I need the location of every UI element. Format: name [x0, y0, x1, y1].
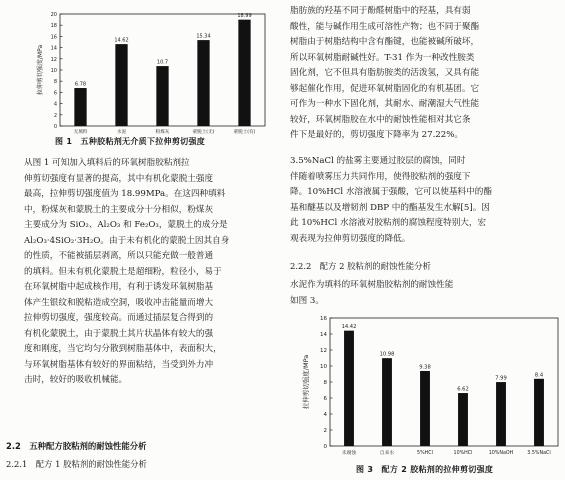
left-paragraph-line: 中，粉煤灰和蒙脱土的主要成分十分相似，粉煤灰: [24, 204, 214, 215]
right-mid-line: 此 10%HCl 水溶液对胶粘剂的腐蚀程度特别大，宏: [290, 218, 487, 228]
right-top-line: 件下是最好的，剪切强度下降率为 27.22%。: [290, 130, 464, 140]
right-mid-line: 降。10%HCl 水溶液属于强酸，它可以使基料中的酯: [290, 187, 492, 197]
y-tick-label: 12: [50, 56, 57, 63]
right-top-line: 所以环氧树脂耐碱性好。T-31 作为一种改性胺类: [290, 52, 475, 63]
y-tick-label: 14: [50, 45, 57, 52]
figure-3-chart: [290, 312, 560, 462]
y-tick-label: 4: [53, 101, 57, 108]
bar: [420, 371, 430, 446]
left-paragraph-line: 伸剪切强度有显著的提高，其中有机化蒙脱土强度: [24, 173, 214, 184]
right-top-line: 够起催化作用，促进环氧树脂固化的有机基团。它: [290, 83, 480, 94]
bar-value-label: 10.7: [156, 59, 169, 66]
left-paragraph-line: 主要成分为 SiO₂、Al₂O₃ 和 Fe₂O₃，蒙脱土的成分是: [24, 220, 228, 230]
bar-value-label: 7.99: [495, 375, 507, 382]
x-category-label: 3.5%NaCl: [527, 451, 551, 456]
bar-value-label: 15.34: [196, 33, 211, 40]
right-top-line: 脂肪族的羟基不同于酚醛树脂中的羟基，具有弱: [290, 6, 471, 16]
y-tick-label: 10: [50, 68, 57, 74]
x-category-label: 未腐蚀: [341, 451, 357, 456]
bar-value-label: 14.62: [114, 37, 129, 44]
x-category-label: 5%HCl: [417, 451, 433, 456]
y-tick-label: 2: [53, 112, 57, 119]
y-tick-label: 20: [50, 12, 57, 18]
fig3-intro-line: 水泥作为填料的环氧树脂胶粘剂的耐蚀性能: [290, 280, 454, 290]
x-category-label: 10%NaOH: [488, 451, 514, 456]
bar: [458, 393, 468, 446]
fig3-intro-paragraph: [290, 278, 558, 306]
right-top-paragraph: [290, 4, 558, 140]
y-tick-label: 0: [323, 444, 327, 450]
section-2-2-1-heading: 2.2.1 配方 1 胶粘剂的耐蚀性能分析: [6, 459, 147, 469]
bar: [74, 88, 86, 126]
bar: [156, 66, 168, 126]
y-tick-label: 8: [53, 79, 57, 86]
y-tick-label: 0: [53, 124, 57, 130]
x-category-label: 10%HCl: [453, 451, 473, 456]
bar: [238, 20, 250, 126]
x-category-label: 水泥: [116, 130, 127, 135]
bar: [382, 358, 392, 446]
y-axis-label: 拉伸剪切强度/MPa: [37, 44, 44, 96]
bar-value-label: 9.38: [419, 364, 431, 371]
y-tick-label: 6: [323, 396, 327, 402]
figure-1-caption: 图 1 五种胶粘剂无介质下拉伸剪切强度: [55, 137, 206, 146]
bar-value-label: 6.78: [74, 81, 87, 88]
x-category-label: 粉煤灰: [155, 130, 170, 135]
figure-1-chart: [28, 8, 268, 138]
y-tick-label: 8: [323, 380, 327, 386]
right-top-line: 固化剂，它不但具有脂肪胺类的活泼氢，又具有能: [290, 68, 480, 78]
right-mid-line: 基和醚基以及增韧剂 DBP 中的酯基发生水解[5]。因: [290, 202, 490, 213]
y-axis-label: 拉伸剪切强度/MPa: [302, 354, 310, 410]
bar: [115, 44, 127, 126]
left-paragraph-line: 在环氧树脂中起成核作用，有利于诱发环氧树脂基: [24, 282, 214, 292]
figure-3-caption: 图 3 配方 2 胶粘剂的拉伸剪切强度: [356, 465, 494, 474]
left-paragraph-line: 有机化蒙脱土，由于蒙脱土其片状晶体有较大的强: [24, 328, 214, 339]
bar: [197, 40, 209, 126]
left-paragraph-line: 的性质，不能被插层剥离，所以只能充做一般普通: [24, 251, 214, 261]
right-mid-line: 伴随着喷雾压力共同作用，使得胶粘剂的强度下: [290, 171, 471, 182]
right-mid-line: 观表现为拉伸剪切强度的降低。: [290, 233, 411, 244]
y-tick-label: 14: [320, 332, 327, 338]
bar-value-label: 10.98: [379, 351, 395, 358]
left-paragraph-line: 的填料。但未有机化蒙脱土是超细粉，粒径小，易于: [24, 266, 222, 277]
x-category-label: 蒙脱土(无): [192, 130, 215, 135]
y-tick-label: 16: [320, 316, 327, 322]
left-paragraph-line: 从图 1 可知加入填料后的环氧树脂胶粘剂拉: [24, 158, 190, 168]
bar-value-label: 6.62: [457, 386, 469, 393]
y-tick-label: 12: [320, 348, 327, 354]
right-top-line: 树脂由于树脂结构中含有酯键，也能被碱所破坏，: [290, 37, 480, 47]
left-paragraph-line: 体产生银纹和脱粘造成空洞，吸收冲击能量而增大: [24, 297, 214, 308]
right-top-line: 酸性，能与碱作用生成可溶性产物；也不同于聚酯: [290, 21, 480, 32]
right-mid-line: 3.5%NaCl 的盐雾主要通过胶层的腐蚀，同时: [290, 156, 466, 166]
right-top-line: 较好，环氧树脂胶在水中的耐蚀性能相对其它条: [290, 114, 471, 125]
section-2-2-2-heading: 2.2.2 配方 2 胶粘剂的耐蚀性能分析: [290, 261, 431, 271]
x-category-label: 无填料: [73, 130, 88, 135]
left-paragraph-line: 拉伸剪切强度，强度较高。而通过插层复合得到的: [24, 313, 214, 323]
left-paragraph-line: 击时，较好的吸收机械能。: [24, 375, 128, 385]
right-top-line: 可作为一种水下固化剂，其耐水、耐潮湿大气性能: [290, 99, 480, 109]
bar: [534, 379, 544, 446]
x-category-label: 蒙脱土(有): [233, 130, 256, 135]
x-category-label: 自来水: [379, 451, 395, 456]
y-tick-label: 10: [320, 364, 327, 370]
bar-value-label: 8.4: [534, 372, 544, 379]
bar-value-label: 18.99: [237, 13, 252, 20]
left-paragraph: [24, 156, 279, 385]
bar: [496, 382, 506, 446]
y-tick-label: 4: [323, 412, 327, 418]
bar-value-label: 14.42: [341, 324, 357, 331]
plot-frame: [330, 318, 558, 446]
bar: [344, 331, 354, 446]
right-mid-paragraph: [290, 154, 558, 244]
y-tick-label: 6: [53, 90, 57, 97]
fig3-intro-line: 如图 3。: [290, 295, 324, 306]
y-tick-label: 18: [50, 23, 57, 30]
left-paragraph-line: 最高，拉伸剪切强度值为 18.99MPa。在这四种填料: [24, 189, 226, 199]
left-paragraph-line: 度和刚度，当它均匀分散到树脂基体中，表面积大，: [24, 344, 222, 354]
y-tick-label: 2: [323, 428, 327, 434]
left-paragraph-line: Al₂O₃·4SiO₂·3H₂O。由于未有机化的蒙脱土因其自身: [24, 235, 230, 246]
section-2-2-heading: 2.2 五种配方胶粘剂的耐蚀性能分析: [6, 441, 147, 451]
y-tick-label: 16: [50, 34, 57, 41]
left-paragraph-line: 与环氧树脂基体有较好的界面粘结，当受到外力冲: [24, 359, 214, 370]
